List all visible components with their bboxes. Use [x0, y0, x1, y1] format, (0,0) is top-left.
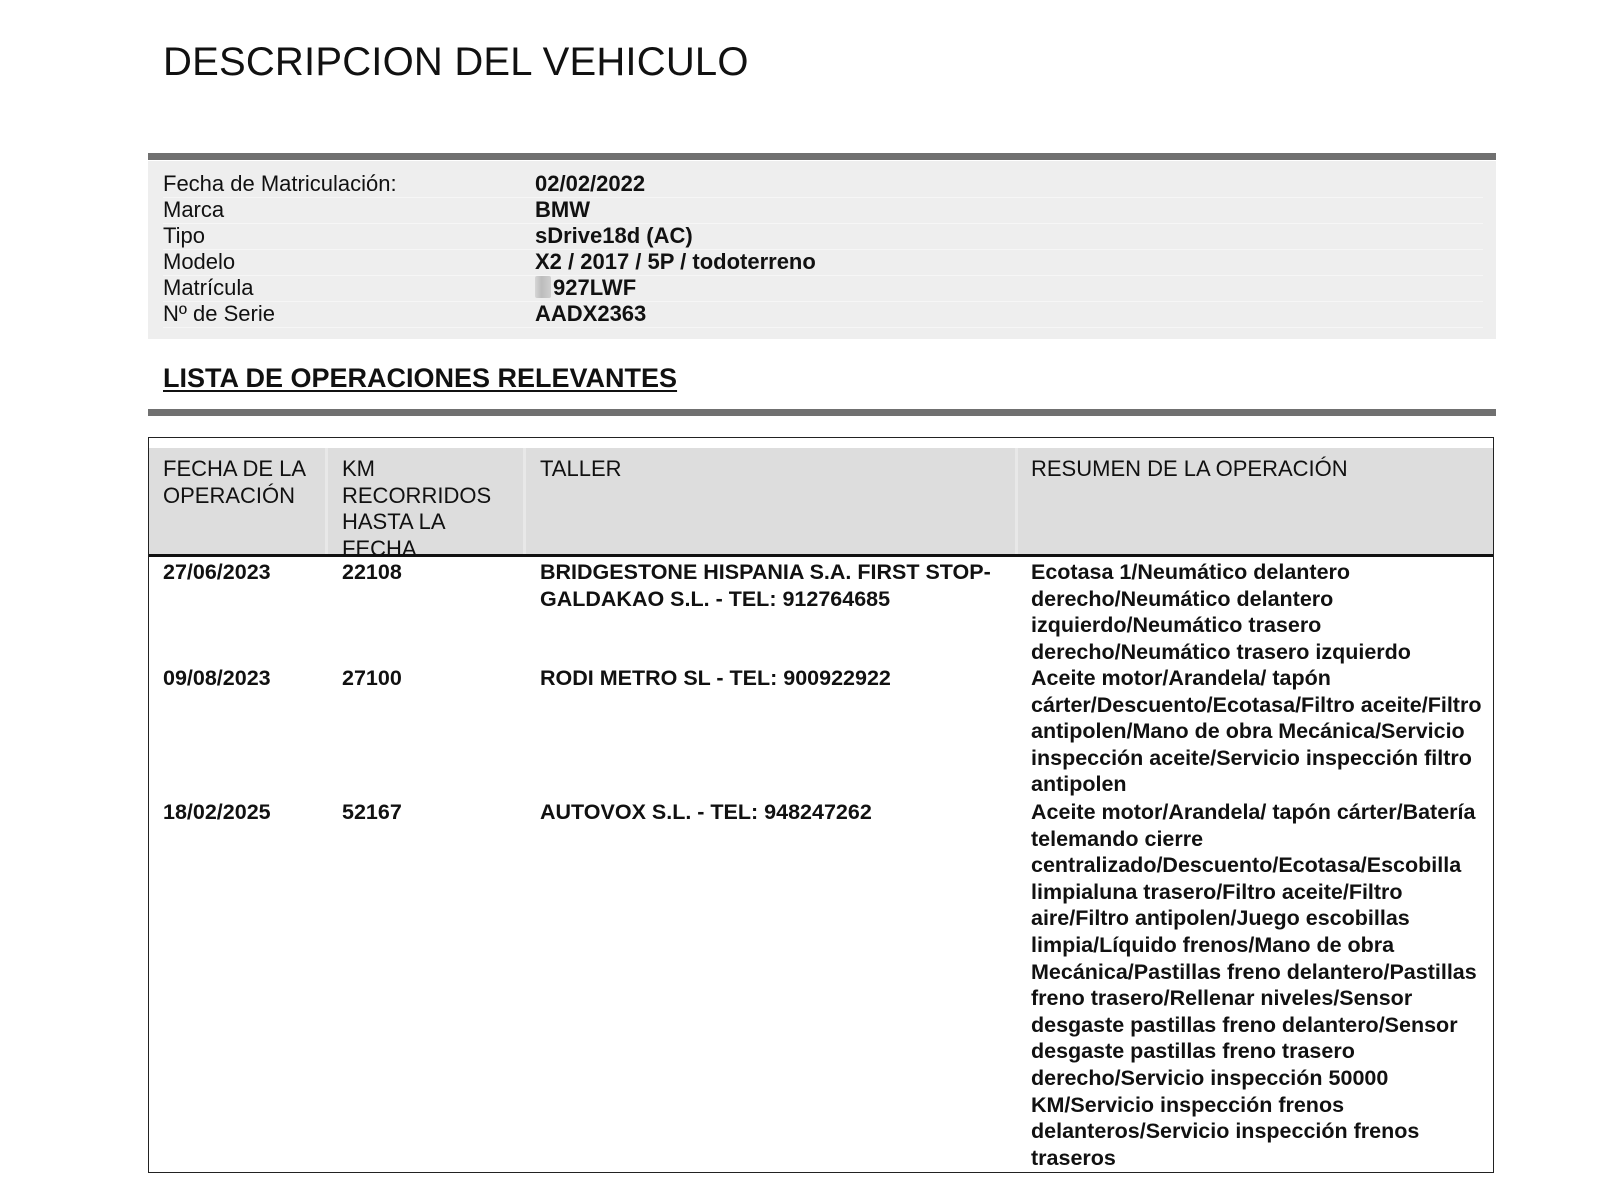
page-title: DESCRIPCION DEL VEHICULO [163, 40, 749, 84]
row-taller: RODI METRO SL - TEL: 900922922 [540, 666, 891, 690]
top-divider [148, 153, 1496, 160]
operations-table [148, 437, 1494, 1173]
plate-label: Matrícula [163, 275, 254, 300]
vehicle-row-registration-date [163, 171, 1483, 198]
header-resumen: RESUMEN DE LA OPERACIÓN [1031, 456, 1348, 481]
serial-label: Nº de Serie [163, 301, 275, 326]
row-resumen: Ecotasa 1/Neumático delantero derecho/Neumático delantero izquierdo/Neumático trasero derecho/Neumático trasero izquierdo [1031, 560, 1411, 664]
operations-divider [148, 409, 1496, 416]
vehicle-info-panel [148, 161, 1496, 339]
header-fecha: FECHA DE LA OPERACIÓN [163, 456, 305, 508]
operations-table-header [149, 448, 1493, 561]
row-taller: AUTOVOX S.L. - TEL: 948247262 [540, 800, 872, 824]
vehicle-row-model [163, 249, 1483, 276]
row-resumen: Aceite motor/Arandela/ tapón cárter/Descuento/Ecotasa/Filtro aceite/Filtro antipolen/Mano de obra Mecánica/Servicio inspección aceite/Servicio inspección filtro antipolen [1031, 666, 1482, 797]
vehicle-row-serial [163, 301, 1483, 328]
operations-section-title: LISTA DE OPERACIONES RELEVANTES [163, 363, 678, 393]
row-fecha: 27/06/2023 [163, 560, 271, 584]
type-label: Tipo [163, 223, 205, 248]
vehicle-row-plate [163, 275, 1483, 302]
vehicle-row-type [163, 223, 1483, 250]
type-value: sDrive18d (AC) [535, 223, 693, 248]
header-separator [1015, 448, 1018, 554]
row-taller: BRIDGESTONE HISPANIA S.A. FIRST STOP-GALDAKAO S.L. - TEL: 912764685 [540, 560, 991, 611]
model-value: X2 / 2017 / 5P / todoterreno [535, 249, 816, 274]
row-resumen: Aceite motor/Arandela/ tapón cárter/Batería telemando cierre centralizado/Descuento/Ecotasa/Escobilla limpialuna trasero/Filtro aceite/Filtro aire/Filtro antipolen/Juego escobillas limpia/Líquido frenos/Mano de obra Mecánica/Pastillas freno delantero/Pastillas freno trasero/Rellenar niveles/Sensor desgaste pastillas freno delantero/Sensor desgaste pastillas freno trasero derecho/Servicio inspección 50000 KM/Servicio inspección frenos delanteros/Servicio inspección frenos traseros [1031, 800, 1477, 1170]
row-km: 52167 [342, 800, 402, 824]
model-label: Modelo [163, 249, 236, 274]
brand-label: Marca [163, 197, 225, 222]
vehicle-row-brand [163, 197, 1483, 224]
plate-value: 927LWF [553, 275, 637, 300]
row-km: 27100 [342, 666, 402, 690]
row-km: 22108 [342, 560, 402, 584]
brand-value: BMW [535, 197, 590, 222]
registration-date-label: Fecha de Matriculación: [163, 171, 397, 196]
plate-value-wrap [535, 275, 636, 301]
redacted-plate-prefix [535, 276, 551, 298]
header-separator [523, 448, 526, 554]
serial-value: AADX2363 [535, 301, 647, 326]
header-km: KM RECORRIDOS HASTA LA FECHA [342, 456, 492, 561]
registration-date-value: 02/02/2022 [535, 171, 646, 196]
header-taller: TALLER [540, 456, 622, 481]
row-fecha: 18/02/2025 [163, 800, 271, 824]
header-separator [325, 448, 328, 554]
row-fecha: 09/08/2023 [163, 666, 271, 690]
